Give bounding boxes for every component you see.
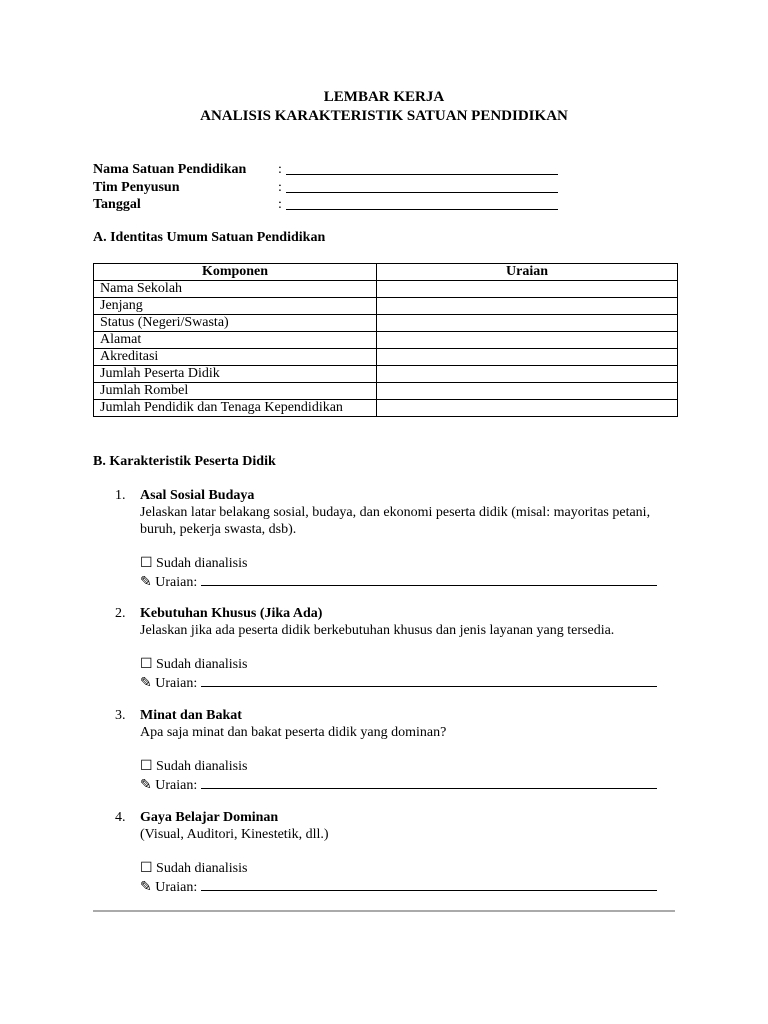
checkbox-sudah-dianalisis[interactable]: ☐ Sudah dianalisis bbox=[140, 556, 248, 571]
item-body bbox=[140, 605, 675, 692]
page-divider bbox=[93, 910, 675, 912]
meta-colon: : bbox=[278, 162, 282, 177]
table-row bbox=[94, 332, 678, 349]
identity-table bbox=[93, 263, 678, 417]
table-cell-uraian[interactable] bbox=[377, 298, 678, 315]
meta-row-tim-penyusun bbox=[93, 179, 558, 197]
item-heading: Minat dan Bakat bbox=[140, 708, 242, 723]
item-body bbox=[140, 809, 675, 896]
table-row bbox=[94, 298, 678, 315]
item-number: 4. bbox=[115, 810, 126, 825]
uraian-field[interactable] bbox=[140, 775, 675, 794]
table-cell-komponen: Status (Negeri/Swasta) bbox=[94, 315, 377, 332]
table-cell-uraian[interactable] bbox=[377, 315, 678, 332]
uraian-field[interactable] bbox=[140, 673, 675, 692]
table-cell-komponen: Jumlah Rombel bbox=[94, 383, 377, 400]
table-cell-komponen: Jumlah Pendidik dan Tenaga Kependidikan bbox=[94, 400, 377, 417]
item-number: 1. bbox=[115, 488, 126, 503]
uraian-blank-line[interactable] bbox=[201, 877, 657, 891]
table-cell-uraian[interactable] bbox=[377, 281, 678, 298]
uraian-blank-line[interactable] bbox=[201, 572, 657, 586]
meta-colon: : bbox=[278, 179, 282, 195]
meta-label: Tanggal bbox=[93, 197, 141, 212]
meta-row-nama-satuan bbox=[93, 161, 558, 179]
table-cell-uraian[interactable] bbox=[377, 383, 678, 400]
table-row bbox=[94, 366, 678, 383]
meta-colon: : bbox=[278, 197, 282, 212]
table-row bbox=[94, 315, 678, 332]
table-row bbox=[94, 281, 678, 298]
uraian-field[interactable] bbox=[140, 877, 675, 896]
table-row bbox=[94, 349, 678, 366]
table-cell-uraian[interactable] bbox=[377, 349, 678, 366]
table-row bbox=[94, 383, 678, 400]
meta-row-tanggal bbox=[93, 196, 558, 214]
column-header-uraian: Uraian bbox=[377, 264, 678, 281]
section-b-heading: B. Karakteristik Peserta Didik bbox=[93, 454, 276, 469]
table-header-row bbox=[94, 264, 678, 281]
item-number: 3. bbox=[115, 708, 126, 723]
uraian-label: ✎ Uraian: bbox=[140, 676, 198, 691]
uraian-field[interactable] bbox=[140, 572, 675, 591]
table-cell-komponen: Akreditasi bbox=[94, 349, 377, 366]
uraian-label: ✎ Uraian: bbox=[140, 880, 198, 895]
item-description: Jelaskan jika ada peserta didik berkebutuhan khusus dan jenis layanan yang tersedia. bbox=[140, 623, 615, 638]
checkbox-sudah-dianalisis[interactable]: ☐ Sudah dianalisis bbox=[140, 657, 248, 672]
table-cell-komponen: Jumlah Peserta Didik bbox=[94, 366, 377, 383]
item-body bbox=[140, 487, 675, 591]
item-body bbox=[140, 707, 675, 794]
uraian-label: ✎ Uraian: bbox=[140, 575, 198, 590]
table-cell-uraian[interactable] bbox=[377, 400, 678, 417]
item-heading: Asal Sosial Budaya bbox=[140, 488, 255, 503]
item-description: Jelaskan latar belakang sosial, budaya, dan ekonomi peserta didik (misal: mayoritas petani, buruh, pekerja swasta, dsb). bbox=[140, 505, 651, 537]
document-title: LEMBAR KERJA bbox=[323, 89, 445, 105]
table-cell-komponen: Nama Sekolah bbox=[94, 281, 377, 298]
checkbox-sudah-dianalisis[interactable]: ☐ Sudah dianalisis bbox=[140, 759, 248, 774]
section-a-heading: A. Identitas Umum Satuan Pendidikan bbox=[93, 230, 326, 245]
uraian-blank-line[interactable] bbox=[201, 775, 657, 789]
document-subtitle: ANALISIS KARAKTERISTIK SATUAN PENDIDIKAN bbox=[200, 108, 568, 124]
checkbox-sudah-dianalisis[interactable]: ☐ Sudah dianalisis bbox=[140, 861, 248, 876]
meta-label: Tim Penyusun bbox=[93, 179, 180, 195]
uraian-blank-line[interactable] bbox=[201, 673, 657, 687]
meta-blank-line[interactable] bbox=[286, 179, 558, 193]
item-heading: Gaya Belajar Dominan bbox=[140, 810, 279, 825]
meta-blank-line[interactable] bbox=[286, 196, 558, 210]
uraian-label: ✎ Uraian: bbox=[140, 778, 198, 793]
item-heading: Kebutuhan Khusus (Jika Ada) bbox=[140, 606, 323, 621]
meta-fields bbox=[93, 161, 558, 214]
item-description: Apa saja minat dan bakat peserta didik yang dominan? bbox=[140, 725, 447, 740]
table-cell-uraian[interactable] bbox=[377, 366, 678, 383]
table-cell-uraian[interactable] bbox=[377, 332, 678, 349]
item-description: (Visual, Auditori, Kinestetik, dll.) bbox=[140, 827, 329, 842]
item-number: 2. bbox=[115, 606, 126, 621]
column-header-komponen: Komponen bbox=[94, 264, 377, 281]
table-cell-komponen: Jenjang bbox=[94, 298, 377, 315]
meta-label: Nama Satuan Pendidikan bbox=[93, 162, 247, 177]
meta-blank-line[interactable] bbox=[286, 161, 558, 175]
table-row bbox=[94, 400, 678, 417]
table-cell-komponen: Alamat bbox=[94, 332, 377, 349]
